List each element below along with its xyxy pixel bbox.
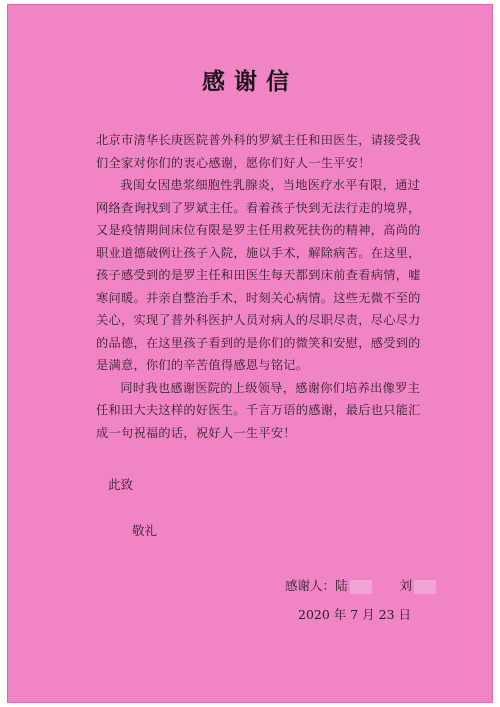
letter-greeting: 北京市清华长庚医院普外科的罗斌主任和田医生，请接受我们全家对你们的衷心感谢，愿你们好人一生平安！ <box>96 133 421 170</box>
signature-line <box>285 576 438 594</box>
letter-date: 2020 年 7 月 23 日 <box>298 607 412 622</box>
redaction-block <box>414 580 436 594</box>
signature-name-1: 陆 <box>335 578 348 593</box>
signature-label: 感谢人： <box>285 578 336 593</box>
signature-name-2: 刘 <box>399 578 413 593</box>
closing-jingli: 敬礼 <box>132 523 158 538</box>
letter-paragraph-1: 我闺女因患浆细胞性乳腺炎，当地医疗水平有限，通过网络查询找到了罗斌主任。看着孩子快到无法行走的境界，又是疫情期间床位有限是罗主任用救死扶伤的精神，高尚的职业道德破例让孩子入院，施以手术，解除病苦。在这里，孩子感受到的是罗主任和田医生每天都到床前查看病情，嘘寒问暖。并亲自整治手术，时刻关心病情。这些无微不至的关心，实现了普外科医护人员对病人的尽职尽责，尽心尽力的品德，在这里孩子看到的是你们的微笑和安慰，感受到的是满意，你们的辛苦值得感恩与铭记。 <box>96 178 421 372</box>
letter-title: 感谢信 <box>202 68 298 95</box>
redaction-block <box>350 580 372 594</box>
letter-paragraph-2: 同时我也感谢医院的上级领导，感谢你们培养出像罗主任和田大夫这样的好医生。千言万语的感谢，最后也只能汇成一句祝福的话，祝好人一生平安！ <box>96 380 421 440</box>
closing-cizhi: 此致 <box>108 477 134 492</box>
letter-paper <box>7 4 493 703</box>
letter-body <box>96 129 424 444</box>
